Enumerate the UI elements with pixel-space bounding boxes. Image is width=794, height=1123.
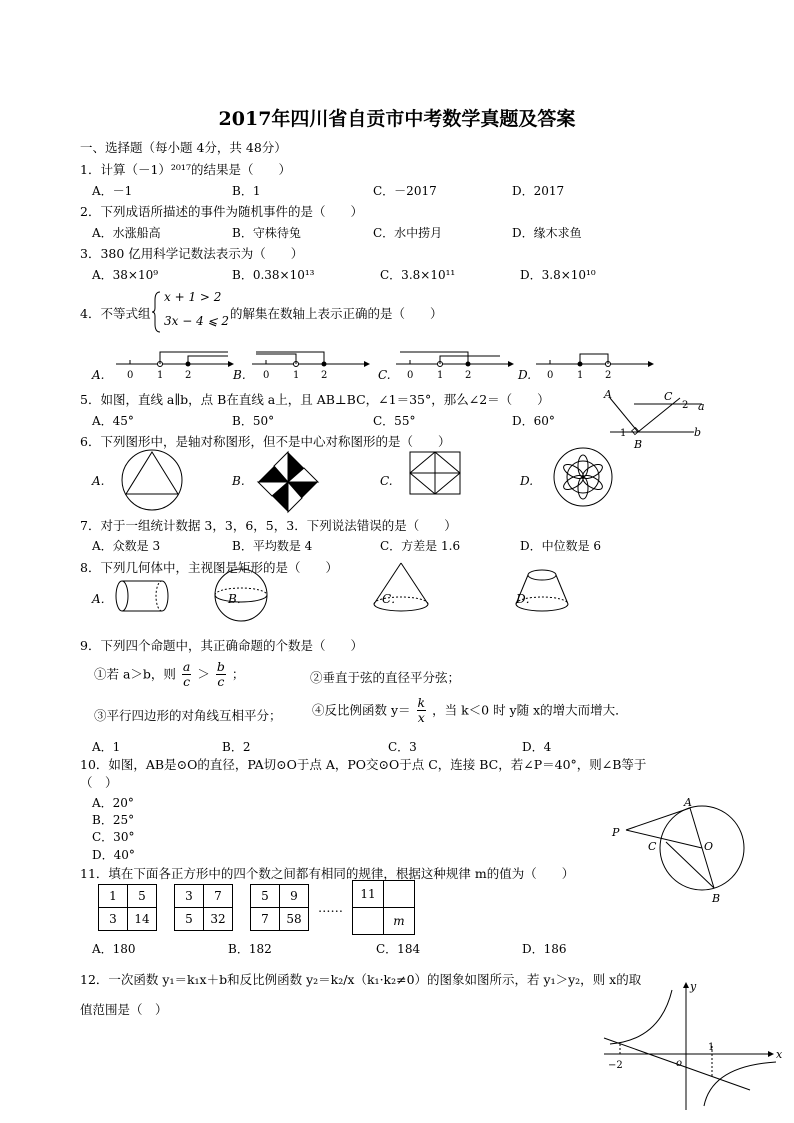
q10-option-a[interactable]: A．20° bbox=[92, 796, 134, 810]
q10-option-b[interactable]: B．25° bbox=[92, 813, 135, 827]
tick-1: 1 bbox=[293, 370, 300, 381]
question-2: 2．下列成语所描述的事件为随机事件的是（ ） bbox=[80, 204, 363, 219]
q10-label-b: B bbox=[712, 892, 721, 905]
tick-2: 2 bbox=[321, 370, 328, 381]
q9-statement-1: ①若 a＞b，则 $\frac{a}{c}$ ＞ $\frac{b}{c}$ ； bbox=[94, 659, 245, 689]
q8-cylinder bbox=[114, 578, 172, 614]
tick-0: 0 bbox=[547, 370, 554, 381]
q3-option-d[interactable]: D．3.8×10¹⁰ bbox=[520, 268, 596, 282]
q11-grid-1: 1 5 3 14 bbox=[98, 884, 157, 931]
tick-2: 2 bbox=[185, 370, 192, 381]
question-1: 1．计算（－1）²⁰¹⁷的结果是（ ） bbox=[80, 162, 291, 177]
q4-option-c[interactable]: C. bbox=[378, 368, 391, 382]
q3-option-c[interactable]: C．3.8×10¹¹ bbox=[380, 268, 456, 282]
q4-option-d[interactable]: D. bbox=[518, 368, 532, 382]
q11-option-a[interactable]: A．180 bbox=[92, 942, 136, 956]
q6-shape-c bbox=[408, 450, 462, 496]
q11-ellipsis: …… bbox=[318, 900, 343, 915]
q5-angle-2: 2 bbox=[682, 400, 689, 411]
q5-option-c[interactable]: C．55° bbox=[373, 414, 416, 428]
q1-option-b[interactable]: B．1 bbox=[232, 184, 261, 198]
q11-option-b[interactable]: B．182 bbox=[228, 942, 272, 956]
q5-option-d[interactable]: D．60° bbox=[512, 414, 555, 428]
q6-shape-d bbox=[552, 446, 614, 508]
q5-label-line-b: b bbox=[694, 426, 702, 439]
q6-option-b[interactable]: B. bbox=[232, 474, 245, 488]
tick-0: 0 bbox=[407, 370, 414, 381]
q7-option-d[interactable]: D．中位数是 6 bbox=[520, 539, 602, 553]
q8-option-b[interactable]: B． bbox=[228, 592, 249, 606]
q2-option-a[interactable]: A．水涨船高 bbox=[92, 226, 161, 240]
page-title: 2017年四川省自贡市中考数学真题及答案 bbox=[218, 108, 576, 130]
q9-option-b[interactable]: B．2 bbox=[222, 740, 251, 754]
question-3: 3．380 亿用科学记数法表示为（ ） bbox=[80, 246, 304, 261]
q4-numberline-d bbox=[530, 346, 655, 382]
q9-option-c[interactable]: C．3 bbox=[388, 740, 417, 754]
q3-option-a[interactable]: A．38×10⁹ bbox=[92, 268, 159, 282]
q2-option-c[interactable]: C．水中捞月 bbox=[373, 226, 443, 240]
tick-2: 2 bbox=[605, 370, 612, 381]
q10-label-o: O bbox=[704, 840, 714, 853]
q7-option-b[interactable]: B．平均数是 4 bbox=[232, 539, 313, 553]
q10-option-d[interactable]: D．40° bbox=[92, 848, 135, 862]
q5-option-b[interactable]: B．50° bbox=[232, 414, 275, 428]
q5-label-a-point: A bbox=[604, 388, 612, 401]
q9-statement-4: ④反比例函数 y＝ $\frac{k}{x}$ ，当 k＜0 时 y随 x的增大而增大． bbox=[312, 695, 628, 725]
q9-statement-2: ②垂直于弦的直径平分弦； bbox=[310, 670, 461, 685]
q4-numberline-a bbox=[110, 346, 235, 382]
q12-axis-y: y bbox=[690, 980, 697, 993]
q7-option-c[interactable]: C．方差是 1.6 bbox=[380, 539, 461, 553]
q2-option-b[interactable]: B．守株待兔 bbox=[232, 226, 301, 240]
tick-2: 2 bbox=[465, 370, 472, 381]
question-7: 7．对于一组统计数据 3，3，6，5，3．下列说法错误的是（ ） bbox=[80, 518, 457, 533]
q9-statement-3: ③平行四边形的对角线互相平分； bbox=[94, 708, 282, 723]
q5-angle-1: 1 bbox=[620, 428, 627, 439]
q10-label-a: A bbox=[684, 796, 692, 809]
q6-shape-b bbox=[252, 450, 324, 514]
q11-option-c[interactable]: C．184 bbox=[376, 942, 421, 956]
q12-origin: o bbox=[676, 1058, 683, 1069]
q8-option-a[interactable]: A． bbox=[92, 592, 113, 606]
q11-grid-3: 5 9 7 58 bbox=[250, 884, 309, 931]
q6-shape-a bbox=[118, 448, 186, 512]
question-8: 8．下列几何体中，主视图是矩形的是（ ） bbox=[80, 560, 338, 575]
q4-inequality-1: x + 1 > 2 bbox=[164, 290, 222, 304]
q4-option-b[interactable]: B. bbox=[233, 368, 246, 382]
q5-figure bbox=[598, 386, 718, 450]
q1-option-c[interactable]: C．－2017 bbox=[373, 184, 437, 198]
q12-axis-x: x bbox=[776, 1048, 782, 1061]
q5-label-b-point: B bbox=[634, 438, 643, 450]
q9-option-d[interactable]: D．4 bbox=[522, 740, 552, 754]
question-12: 12．一次函数 y₁＝k₁x＋b和反比例函数 y₂＝k₂/x（k₁·k₂≠0）的图象如图所示，若 y₁＞y₂，则 x的取 bbox=[80, 972, 642, 987]
tick-1: 1 bbox=[437, 370, 444, 381]
question-4-suffix: 的解集在数轴上表示正确的是（ ） bbox=[230, 306, 443, 321]
q3-option-b[interactable]: B．0.38×10¹³ bbox=[232, 268, 315, 282]
q6-option-c[interactable]: C. bbox=[380, 474, 393, 488]
q8-frustum bbox=[512, 566, 572, 616]
question-6: 6．下列图形中，是轴对称图形，但不是中心对称图形的是（ ） bbox=[80, 434, 451, 449]
q11-grid-4: 11 m bbox=[352, 880, 415, 935]
q8-sphere bbox=[212, 566, 270, 624]
q4-numberline-c bbox=[390, 346, 515, 382]
tick-1: 1 bbox=[157, 370, 164, 381]
q10-label-p: P bbox=[612, 826, 620, 839]
q10-figure bbox=[606, 796, 752, 906]
q1-option-d[interactable]: D．2017 bbox=[512, 184, 565, 198]
q12-tick-neg2: −2 bbox=[608, 1060, 623, 1071]
question-11: 11．填在下面各正方形中的四个数之间都有相同的规律，根据这种规律 m的值为（ ） bbox=[80, 866, 575, 881]
question-4-prefix: 4．不等式组 bbox=[80, 306, 151, 321]
q6-option-a[interactable]: A. bbox=[92, 474, 105, 488]
question-9: 9．下列四个命题中，其正确命题的个数是（ ） bbox=[80, 638, 363, 653]
q1-option-a[interactable]: A．－1 bbox=[92, 184, 133, 198]
q10-option-c[interactable]: C．30° bbox=[92, 830, 135, 844]
q4-brace bbox=[152, 290, 162, 334]
q8-option-d[interactable]: D． bbox=[516, 592, 538, 606]
tick-1: 1 bbox=[577, 370, 584, 381]
q5-option-a[interactable]: A．45° bbox=[92, 414, 134, 428]
q12-tick-1: 1 bbox=[708, 1042, 715, 1053]
q10-label-c: C bbox=[648, 840, 657, 853]
q7-option-a[interactable]: A．众数是 3 bbox=[92, 539, 161, 553]
q11-grid-2: 3 7 5 32 bbox=[174, 884, 233, 931]
question-10: 10．如图，AB是⊙O的直径，PA切⊙O于点 A，PO交⊙O于点 C，连接 BC，若∠P＝40°，则∠B等于 bbox=[80, 757, 647, 772]
q6-option-d[interactable]: D. bbox=[520, 474, 534, 488]
q5-label-c-point: C bbox=[664, 390, 673, 403]
q4-inequality-2: 3x − 4 ⩽ 2 bbox=[164, 314, 230, 328]
q8-cone bbox=[370, 560, 432, 616]
q4-numberline-b bbox=[246, 346, 371, 382]
question-12-cont: 值范围是（ ） bbox=[80, 1002, 168, 1017]
q12-graph bbox=[600, 980, 782, 1114]
tick-0: 0 bbox=[263, 370, 270, 381]
q2-option-d[interactable]: D．缘木求鱼 bbox=[512, 226, 582, 240]
q4-option-a[interactable]: A. bbox=[92, 368, 105, 382]
q11-option-d[interactable]: D．186 bbox=[522, 942, 567, 956]
question-5: 5．如图，直线 a∥b，点 B在直线 a上，且 AB⊥BC，∠1＝35°，那么∠2＝（ ） bbox=[80, 392, 550, 407]
q9-option-a[interactable]: A．1 bbox=[92, 740, 121, 754]
q5-label-line-a: a bbox=[698, 400, 705, 413]
tick-0: 0 bbox=[127, 370, 134, 381]
q8-option-c[interactable]: C． bbox=[382, 592, 404, 606]
section-heading: 一、选择题（每小题 4分，共 48分） bbox=[80, 140, 287, 155]
question-10-cont: （ ） bbox=[80, 775, 118, 790]
